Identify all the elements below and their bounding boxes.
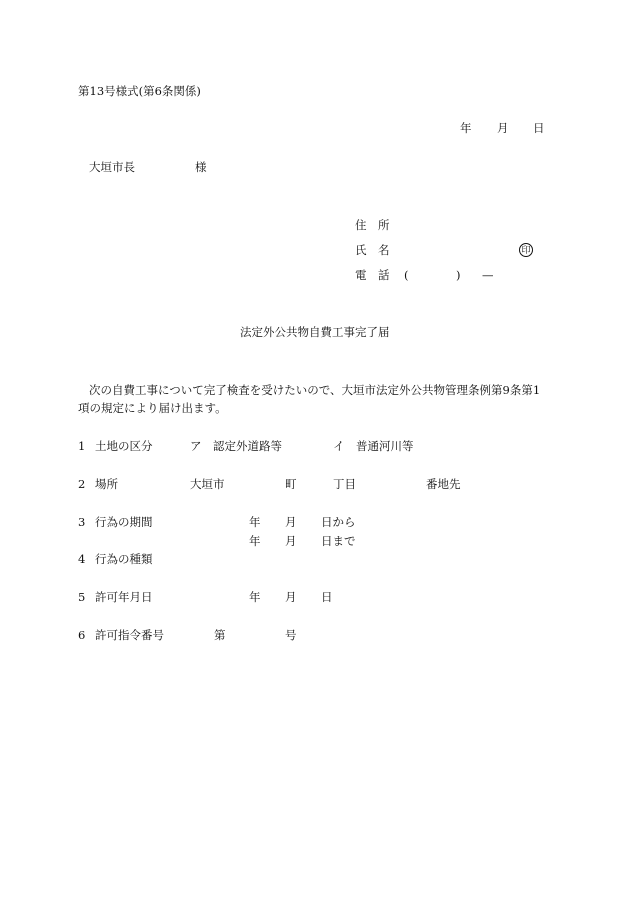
date-year: 年	[460, 121, 472, 135]
permit-day: 日	[321, 590, 333, 604]
location-chome: 丁目	[333, 477, 356, 491]
body-line-2: 項の規定により届け出ます。	[78, 401, 227, 415]
form-number: 第13号様式(第6条関係)	[78, 84, 201, 98]
phone-open-paren: (	[404, 268, 409, 282]
item-number: 1	[78, 439, 86, 453]
phone-dash: —	[482, 268, 494, 282]
option-a: ア 認定外道路等	[190, 439, 282, 453]
location-town: 町	[285, 477, 297, 491]
period-end-month: 月	[285, 534, 297, 548]
body-line-1: 次の自費工事について完了検査を受けたいので、大垣市法定外公共物管理条例第9条第1	[89, 383, 541, 397]
permit-number-prefix: 第	[214, 628, 226, 642]
permit-year: 年	[249, 590, 261, 604]
item-label: 許可指令番号	[95, 628, 164, 642]
item-label: 土地の区分	[95, 439, 153, 453]
permit-month: 月	[285, 590, 297, 604]
period-start-month: 月	[285, 515, 297, 529]
item-label: 許可年月日	[95, 590, 153, 604]
date-month: 月	[497, 121, 509, 135]
item-number: 3	[78, 515, 86, 529]
item-number: 5	[78, 590, 86, 604]
period-start-year: 年	[249, 515, 261, 529]
seal-icon: 印	[519, 243, 533, 257]
item-number: 6	[78, 628, 86, 642]
addressee-honorific: 様	[195, 160, 207, 174]
phone-close-paren: )	[456, 268, 461, 282]
document-title: 法定外公共物自費工事完了届	[240, 325, 390, 339]
item-label: 行為の期間	[95, 515, 153, 529]
item-label: 行為の種類	[95, 552, 153, 566]
phone-label: 電 話	[355, 268, 390, 282]
item-number: 2	[78, 477, 86, 491]
item-label: 場所	[95, 477, 118, 491]
permit-number-suffix: 号	[285, 628, 297, 642]
location-city: 大垣市	[190, 477, 225, 491]
date-day: 日	[533, 121, 545, 135]
period-start-day: 日から	[321, 515, 356, 529]
item-number: 4	[78, 552, 86, 566]
option-b: イ 普通河川等	[333, 439, 414, 453]
location-banchi: 番地先	[426, 477, 461, 491]
address-label: 住 所	[355, 218, 390, 232]
period-end-day: 日まで	[321, 534, 356, 548]
name-label: 氏 名	[355, 243, 390, 257]
addressee-name: 大垣市長	[89, 160, 135, 174]
period-end-year: 年	[249, 534, 261, 548]
